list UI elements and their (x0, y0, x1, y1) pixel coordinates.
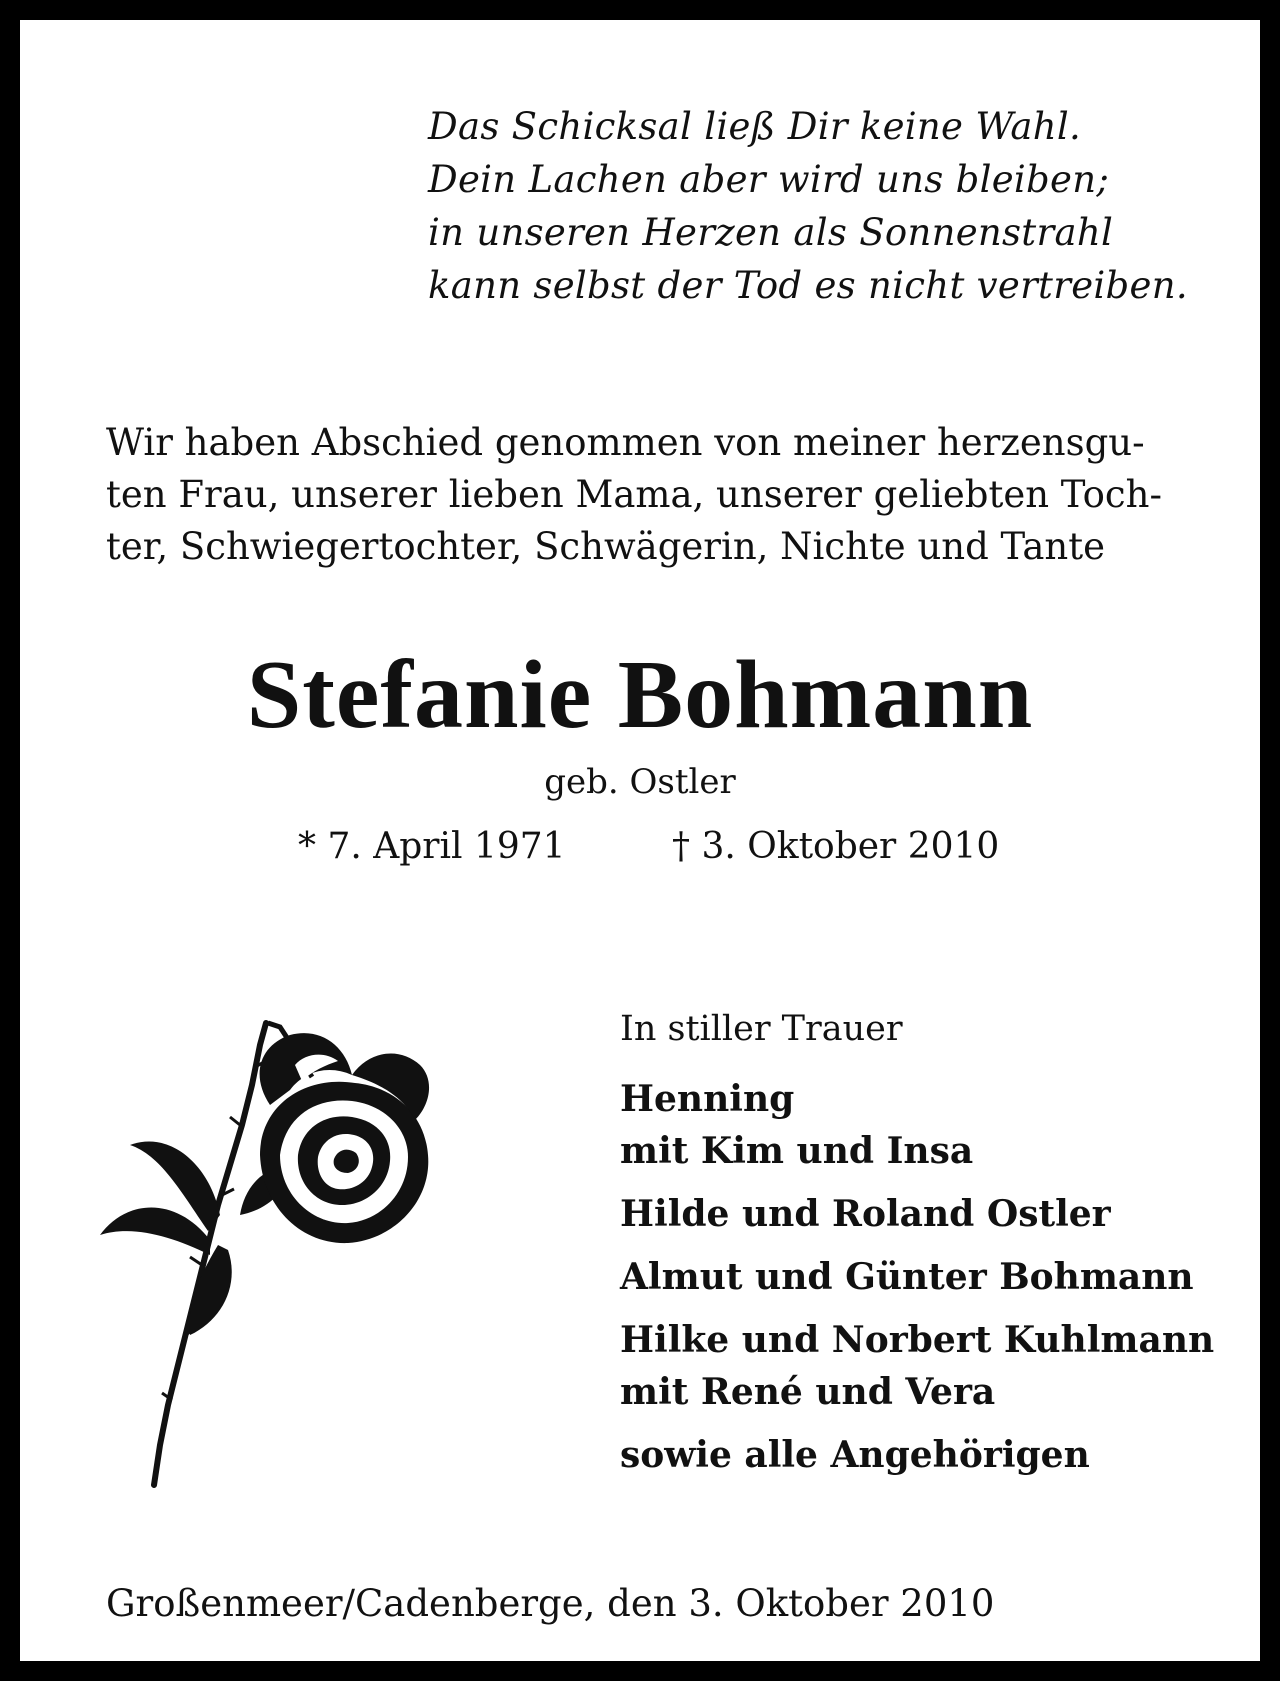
poem-line: in unseren Herzen als Sonnenstrahl (428, 211, 1114, 254)
intro-text (106, 417, 1226, 573)
mourner-line: mit René und Vera (620, 1371, 996, 1413)
mourner-group (620, 1073, 1250, 1177)
deceased-name: Stefanie Bohmann (246, 641, 1034, 749)
maiden-name: geb. Ostler (544, 762, 736, 802)
intro-line: ten Frau, unserer lieben Mama, unserer geliebten Toch- (106, 473, 1162, 516)
mourner-group (620, 1251, 1250, 1303)
death-date: † 3. Oktober 2010 (672, 826, 1000, 867)
rose-icon (90, 1005, 480, 1495)
poem-line: Dein Lachen aber wird uns bleiben; (428, 158, 1110, 201)
poem (428, 100, 1248, 312)
place-and-date: Großenmeer/Cadenberge, den 3. Oktober 2010 (106, 1582, 995, 1625)
mourner-line: mit Kim und Insa (620, 1130, 974, 1172)
mourner-group (620, 1314, 1250, 1418)
mourners-lead: In stiller Trauer (620, 1009, 903, 1049)
intro-line: ter, Schwiegertochter, Schwägerin, Nichte und Tante (106, 525, 1106, 568)
mourner-line: Hilke und Norbert Kuhlmann (620, 1319, 1215, 1361)
mourner-group (620, 1429, 1250, 1481)
poem-line: kann selbst der Tod es nicht vertreiben. (428, 264, 1188, 307)
mourner-line: sowie alle Angehörigen (620, 1434, 1090, 1476)
birth-date: * 7. April 1971 (298, 826, 566, 867)
mourner-line: Hilde und Roland Ostler (620, 1193, 1111, 1235)
mourner-group (620, 1188, 1250, 1240)
mourner-line: Almut und Günter Bohmann (620, 1256, 1194, 1298)
mourner-line: Henning (620, 1078, 795, 1120)
mourners-list (620, 1005, 1250, 1492)
intro-line: Wir haben Abschied genommen von meiner herzensgu- (106, 421, 1145, 464)
poem-line: Das Schicksal ließ Dir keine Wahl. (428, 105, 1082, 148)
